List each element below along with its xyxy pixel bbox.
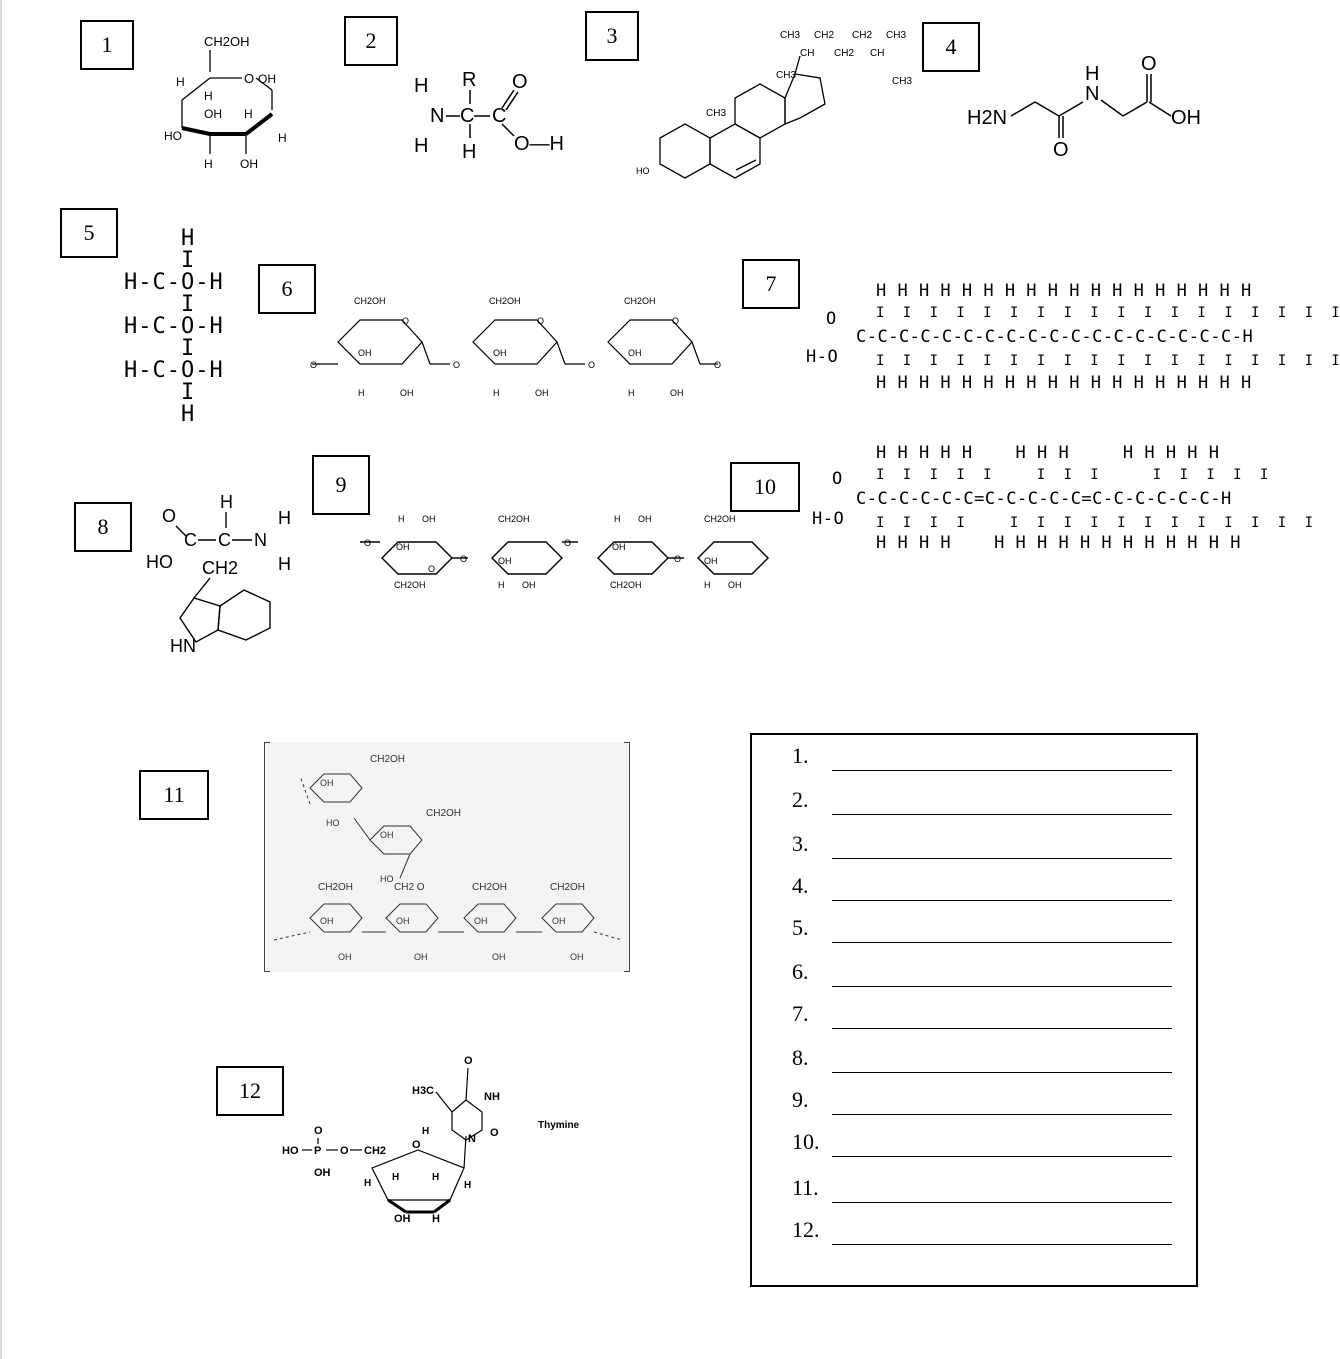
answer-row <box>792 783 1172 817</box>
svg-text:C: C <box>492 105 507 127</box>
svg-text:CH2 O: CH2 O <box>394 882 425 893</box>
svg-text:HO: HO <box>326 818 340 828</box>
svg-text:H: H <box>414 135 429 157</box>
svg-text:OH: OH <box>422 514 436 524</box>
fatty-acid-7-chain: C-C-C-C-C-C-C-C-C-C-C-C-C-C-C-C-C-C-H <box>856 327 1254 347</box>
svg-text:CH2OH: CH2OH <box>426 808 462 819</box>
svg-text:N: N <box>468 1133 476 1145</box>
svg-text:HO: HO <box>380 874 394 884</box>
svg-text:H: H <box>1085 63 1100 85</box>
svg-text:H: H <box>493 388 500 398</box>
answer-number: 7. <box>792 1001 809 1026</box>
answer-row <box>792 869 1172 903</box>
answer-row <box>792 911 1172 945</box>
svg-text:R: R <box>462 69 477 91</box>
svg-text:H: H <box>176 75 185 89</box>
fatty-acid-7-bottom-h: H H H H H H H H H H H H H H H H H H <box>876 373 1252 393</box>
svg-text:CH2: CH2 <box>814 30 835 41</box>
answer-line-3[interactable] <box>832 858 1172 859</box>
structure-label-1: 1 <box>80 20 134 70</box>
svg-text:OH: OH <box>570 952 584 962</box>
svg-text:CH2: CH2 <box>852 30 873 41</box>
answer-line-12[interactable] <box>832 1244 1172 1245</box>
svg-text:OH: OH <box>358 348 372 358</box>
svg-text:H: H <box>204 157 213 171</box>
page-left-edge <box>0 0 2 1359</box>
answer-line-5[interactable] <box>832 942 1172 943</box>
sugar-ring-unit <box>310 296 450 398</box>
structure-label-8: 8 <box>74 502 132 552</box>
nucleotide-structure <box>278 1050 588 1230</box>
structure-label-5: 5 <box>60 208 118 258</box>
answer-number: 12. <box>792 1217 820 1242</box>
svg-text:OH: OH <box>535 388 549 398</box>
svg-text:OH: OH <box>320 778 334 788</box>
svg-text:OH: OH <box>628 348 642 358</box>
svg-text:CH2OH: CH2OH <box>550 882 586 893</box>
beta-polysaccharide-structure <box>358 508 768 598</box>
answer-number: 2. <box>792 787 809 812</box>
svg-text:O: O <box>537 316 545 326</box>
svg-text:O: O <box>1141 53 1157 75</box>
glycerol-structure: H I H-C-O-H I H-C-O-H I H-C-O-H I H <box>124 226 224 427</box>
svg-text:C: C <box>218 530 231 550</box>
svg-text:H: H <box>398 514 405 524</box>
answer-row <box>792 997 1172 1031</box>
svg-text:O: O <box>412 1139 421 1151</box>
structure-label-9: 9 <box>312 455 370 515</box>
svg-text:OH: OH <box>414 952 428 962</box>
svg-text:OH: OH <box>400 388 414 398</box>
svg-text:O: O <box>714 360 722 370</box>
answer-number: 5. <box>792 915 809 940</box>
fatty-acid-7-ho: H-O <box>806 347 839 367</box>
amino-acid-structure <box>410 66 580 166</box>
svg-text:CH2: CH2 <box>202 558 239 578</box>
answer-row <box>792 1213 1172 1247</box>
answer-line-1[interactable] <box>832 770 1172 771</box>
structure-label-12: 12 <box>216 1066 284 1116</box>
answer-number: 6. <box>792 959 809 984</box>
answer-line-9[interactable] <box>832 1114 1172 1115</box>
svg-text:H2N: H2N <box>967 107 1008 129</box>
svg-text:OH: OH <box>704 556 718 566</box>
svg-text:H: H <box>464 1180 472 1191</box>
answer-box <box>750 733 1198 1287</box>
svg-text:H: H <box>278 508 291 528</box>
answer-line-7[interactable] <box>832 1028 1172 1029</box>
cholesterol-structure <box>630 26 920 186</box>
glucose-structure <box>160 28 300 178</box>
svg-text:O: O <box>314 1125 323 1137</box>
svg-text:O: O <box>340 1145 349 1157</box>
svg-text:CH2OH: CH2OH <box>318 882 354 893</box>
fatty-acid-10-ho: H-O <box>812 509 845 529</box>
fatty-acid-7-top-bars: I I I I I I I I I I I I I I I I I I <box>876 305 1340 321</box>
structure-label-2: 2 <box>344 16 398 66</box>
svg-text:H: H <box>498 580 505 590</box>
branched-polysaccharide-structure <box>270 748 626 970</box>
svg-text:O: O <box>588 360 596 370</box>
svg-text:OH: OH <box>314 1167 331 1179</box>
structure-label-3: 3 <box>585 11 639 61</box>
svg-text:N: N <box>430 105 445 127</box>
svg-text:CH: CH <box>800 48 815 59</box>
answer-line-10[interactable] <box>832 1156 1172 1157</box>
svg-text:CH2OH: CH2OH <box>354 296 386 306</box>
answer-row <box>792 827 1172 861</box>
svg-text:O: O <box>512 71 528 93</box>
svg-text:H: H <box>422 1126 430 1137</box>
svg-text:CH2OH: CH2OH <box>489 296 521 306</box>
svg-text:H: H <box>244 107 253 121</box>
svg-text:OH: OH <box>396 916 410 926</box>
answer-row <box>792 955 1172 989</box>
svg-text:H: H <box>462 141 477 163</box>
answer-number: 4. <box>792 873 809 898</box>
svg-text:OH: OH <box>492 952 506 962</box>
svg-text:CH3: CH3 <box>706 108 727 119</box>
structure-label-6: 6 <box>258 264 316 314</box>
fatty-acid-10-o: O <box>832 469 843 489</box>
svg-text:NH: NH <box>484 1091 500 1103</box>
svg-text:CH3: CH3 <box>892 76 913 87</box>
svg-text:H: H <box>220 492 233 512</box>
svg-text:OH: OH <box>522 580 536 590</box>
svg-text:O: O <box>364 538 372 548</box>
svg-text:CH2OH: CH2OH <box>624 296 656 306</box>
svg-text:OH: OH <box>1171 107 1201 129</box>
svg-text:OH: OH <box>612 542 626 552</box>
svg-text:HO: HO <box>146 552 173 572</box>
svg-text:OH: OH <box>396 542 410 552</box>
svg-text:H: H <box>614 514 621 524</box>
answer-line-8[interactable] <box>832 1072 1172 1073</box>
fatty-acid-10-top-bars: I I I I I I I I I I I I I <box>876 467 1269 483</box>
svg-text:OH: OH <box>474 916 488 926</box>
svg-text:HN: HN <box>170 636 196 656</box>
svg-text:OH: OH <box>670 388 684 398</box>
svg-text:C: C <box>460 105 475 127</box>
svg-text:H: H <box>432 1213 440 1225</box>
svg-text:OH: OH <box>552 916 566 926</box>
svg-text:CH2OH: CH2OH <box>610 580 642 590</box>
svg-text:HO: HO <box>164 129 182 143</box>
structure-label-4: 4 <box>922 22 980 72</box>
alpha-polysaccharide-structure <box>310 292 730 407</box>
svg-text:OH: OH <box>338 952 352 962</box>
svg-text:H: H <box>358 388 365 398</box>
svg-text:H: H <box>204 89 213 103</box>
svg-text:C: C <box>184 530 197 550</box>
fatty-acid-10-chain: C-C-C-C-C-C=C-C-C-C-C=C-C-C-C-C-C-H <box>856 489 1232 509</box>
answer-row <box>792 739 1172 773</box>
svg-text:O: O <box>674 554 682 564</box>
svg-text:HO: HO <box>636 166 650 176</box>
svg-text:H: H <box>414 75 429 97</box>
svg-text:CH: CH <box>870 48 885 59</box>
svg-text:O: O <box>672 316 680 326</box>
svg-text:P: P <box>314 1145 322 1157</box>
svg-text:O: O <box>453 360 461 370</box>
svg-text:OH: OH <box>498 556 512 566</box>
svg-text:OH: OH <box>320 916 334 926</box>
svg-text:O: O <box>310 360 318 370</box>
tryptophan-structure <box>140 494 300 654</box>
svg-text:CH2OH: CH2OH <box>472 882 508 893</box>
svg-text:O: O <box>162 506 177 526</box>
svg-text:CH2OH: CH2OH <box>704 514 736 524</box>
svg-text:HO: HO <box>282 1145 299 1157</box>
svg-text:O: O <box>244 71 255 86</box>
svg-text:CH3: CH3 <box>776 70 797 81</box>
svg-text:O—H: O—H <box>514 133 564 155</box>
answer-number: 10. <box>792 1129 820 1154</box>
answer-number: 1. <box>792 743 809 768</box>
svg-text:CH2OH: CH2OH <box>370 754 406 765</box>
ch2oh-label: CH2OH <box>204 34 250 49</box>
svg-text:O: O <box>1053 139 1069 161</box>
svg-text:O: O <box>490 1127 499 1139</box>
svg-text:H: H <box>278 131 287 145</box>
svg-text:H: H <box>432 1172 440 1183</box>
svg-text:CH2: CH2 <box>834 48 855 59</box>
answer-number: 11. <box>792 1175 819 1200</box>
structure-label-11: 11 <box>139 770 209 820</box>
fatty-acid-10-bottom-h: H H H H H H H H H H H H H H H H <box>876 533 1241 553</box>
svg-text:O: O <box>464 1055 473 1067</box>
svg-text:OH: OH <box>493 348 507 358</box>
svg-text:OH: OH <box>204 107 222 121</box>
svg-text:CH2OH: CH2OH <box>498 514 530 524</box>
structure-label-10: 10 <box>730 462 800 512</box>
svg-text:H: H <box>392 1172 400 1183</box>
svg-text:H: H <box>364 1178 372 1189</box>
svg-text:O: O <box>428 564 436 574</box>
svg-text:OH: OH <box>394 1213 411 1225</box>
svg-text:O: O <box>460 554 468 564</box>
svg-text:CH2OH: CH2OH <box>394 580 426 590</box>
svg-text:H3C: H3C <box>412 1085 435 1097</box>
answer-number: 3. <box>792 831 809 856</box>
fatty-acid-7-top-h: H H H H H H H H H H H H H H H H H H <box>876 281 1252 301</box>
svg-text:N: N <box>1085 83 1100 105</box>
svg-text:OH: OH <box>258 72 276 86</box>
svg-text:O: O <box>564 538 572 548</box>
svg-text:OH: OH <box>380 830 394 840</box>
svg-text:OH: OH <box>240 157 258 171</box>
svg-text:OH: OH <box>728 580 742 590</box>
svg-text:H: H <box>628 388 635 398</box>
answer-row <box>792 1125 1172 1159</box>
answer-row <box>792 1083 1172 1117</box>
answer-line-6[interactable] <box>832 986 1172 987</box>
answer-row <box>792 1041 1172 1075</box>
svg-text:CH3: CH3 <box>886 30 907 41</box>
svg-text:O: O <box>402 316 410 326</box>
fatty-acid-10-top-h: H H H H H H H H H H H H H <box>876 443 1220 463</box>
fatty-acid-7-o: O <box>826 309 837 329</box>
answer-number: 9. <box>792 1087 809 1112</box>
svg-text:H: H <box>278 554 291 574</box>
svg-text:OH: OH <box>638 514 652 524</box>
structure-label-7: 7 <box>742 259 800 309</box>
answer-line-11[interactable] <box>832 1202 1172 1203</box>
svg-text:H: H <box>704 580 711 590</box>
answer-line-4[interactable] <box>832 900 1172 901</box>
answer-row <box>792 1171 1172 1205</box>
svg-text:CH3: CH3 <box>780 30 801 41</box>
svg-text:Thymine: Thymine <box>538 1120 580 1131</box>
svg-text:CH2: CH2 <box>364 1145 387 1157</box>
answer-line-2[interactable] <box>832 814 1172 815</box>
dipeptide-structure <box>965 50 1210 160</box>
svg-text:N: N <box>254 530 267 550</box>
fatty-acid-7-bottom-bars: I I I I I I I I I I I I I I I I I I <box>876 353 1340 369</box>
answer-number: 8. <box>792 1045 809 1070</box>
fatty-acid-10-bottom-bars: I I I I I I I I I I I I I I I I <box>876 515 1314 531</box>
